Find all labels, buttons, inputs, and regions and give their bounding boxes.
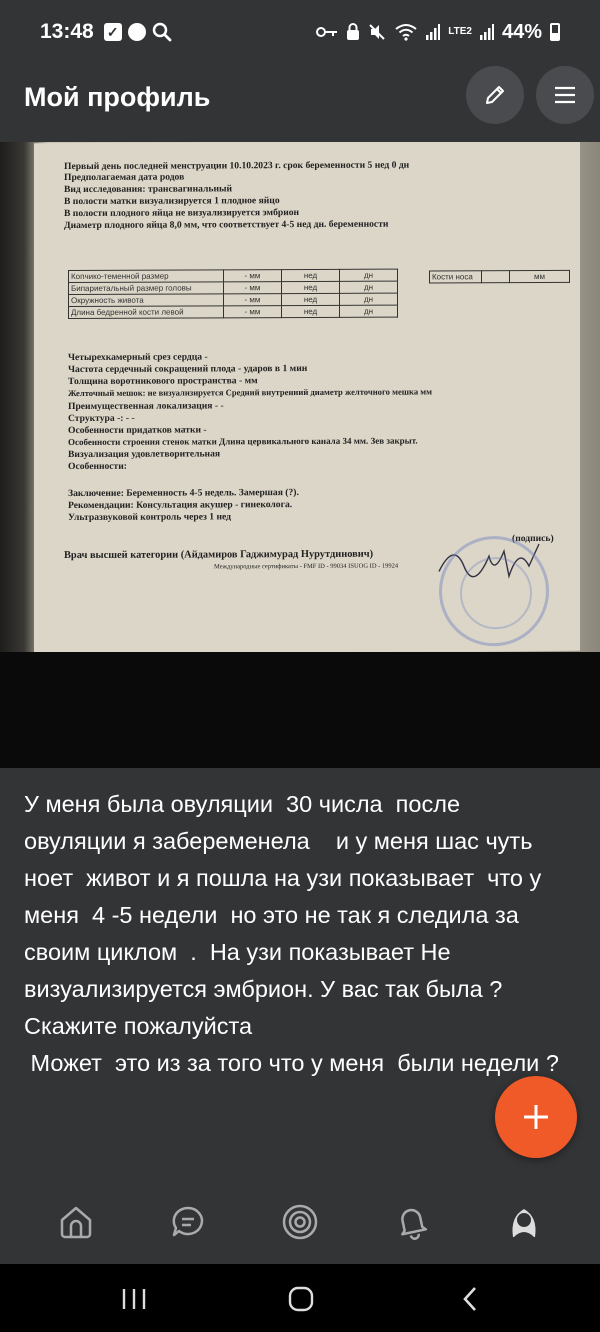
report-recommendation: Рекомендации: Консультация акушер - гинеколога. bbox=[68, 499, 293, 512]
page-title: Мой профиль bbox=[24, 82, 211, 112]
checkbox-icon: ✓ bbox=[104, 23, 122, 41]
report-line-12: Структура -: - - bbox=[68, 412, 135, 425]
dot-icon bbox=[128, 23, 146, 41]
report-line-2: Предполагаемая дата родов bbox=[64, 171, 185, 184]
bell-icon bbox=[394, 1204, 430, 1240]
nose-bone-table bbox=[429, 270, 570, 284]
wifi-icon bbox=[394, 23, 418, 41]
report-conclusion: Заключение: Беременность 4-5 недель. Замершая (?). bbox=[68, 487, 299, 500]
report-line-1: Первый день последней менструации 10.10.2023 г. срок беременности 5 нед 0 дн bbox=[64, 159, 410, 173]
system-navigation-bar bbox=[0, 1264, 600, 1332]
report-line-10: Желточный мешок: не визуализируется Средний внутренний диаметр желточного мешка мм bbox=[68, 386, 433, 399]
profile-icon bbox=[505, 1203, 543, 1241]
report-line-15: Визуализация удовлетворительная bbox=[68, 448, 221, 461]
bottom-navigation bbox=[0, 1180, 600, 1264]
signal-icon bbox=[426, 24, 440, 40]
certificates-line: Международные сертификаты - FMF ID - 99034 ISUOG ID - 19924 bbox=[214, 562, 399, 571]
home-icon bbox=[58, 1204, 94, 1240]
nav-profile[interactable] bbox=[494, 1192, 554, 1252]
report-line-13: Особенности придатков матки - bbox=[68, 424, 207, 437]
nose-unit: мм bbox=[510, 270, 570, 282]
nav-feed[interactable] bbox=[270, 1192, 330, 1252]
table-row: Бипариетальный размер головы - мм нед дн bbox=[69, 281, 398, 294]
table-row: Окружность живота - мм нед дн bbox=[69, 293, 398, 306]
search-icon bbox=[152, 22, 172, 42]
plus-icon bbox=[521, 1102, 551, 1132]
report-paper bbox=[34, 142, 580, 652]
hamburger-icon bbox=[553, 85, 577, 105]
report-line-6: Диаметр плодного яйца 8,0 мм, что соответствует 4-5 нед дн. беременности bbox=[64, 218, 389, 232]
mute-icon bbox=[368, 23, 386, 41]
home-button[interactable] bbox=[281, 1284, 321, 1314]
nose-label: Кости носа bbox=[430, 271, 482, 283]
pencil-icon bbox=[483, 83, 507, 107]
network-label: LTE2 bbox=[448, 26, 472, 37]
status-system-icons bbox=[316, 21, 560, 44]
target-icon bbox=[281, 1203, 319, 1241]
status-bar bbox=[0, 0, 600, 64]
key-icon bbox=[316, 25, 338, 39]
signature-label: (подпись) bbox=[512, 532, 554, 545]
report-line-3: Вид исследования: трансвагинальный bbox=[64, 183, 232, 196]
signal-icon-2 bbox=[480, 24, 494, 40]
recent-apps-icon bbox=[121, 1287, 147, 1311]
chat-icon bbox=[170, 1204, 206, 1240]
table-row: Длина бедренной кости левой - мм нед дн bbox=[69, 305, 398, 318]
report-line-14: Особенности строения стенок матки Длина цервикального канала 34 мм. Зев закрыт. bbox=[68, 435, 418, 448]
report-line-4: В полости матки визуализируется 1 плодное яйцо bbox=[64, 195, 280, 208]
back-chevron-icon bbox=[461, 1286, 479, 1312]
edit-button[interactable] bbox=[466, 66, 524, 124]
post-text: У меня была овуляции 30 числа после овуляции я забеременела и у меня шас чуть ноет живот и я пошла на узи показывает что у меня 4 -5 недели но это не так я следила за своим циклом . На узи показывает Не визуализируется эмбрион. У вас так была ? Скажите пожалуйста Может это из за того что у меня были недели ? bbox=[24, 791, 559, 1076]
report-line-11: Преимущественная локализация - - bbox=[68, 400, 224, 413]
post-photo[interactable] bbox=[0, 142, 600, 768]
battery-icon bbox=[550, 23, 560, 41]
recent-apps-button[interactable] bbox=[114, 1284, 154, 1314]
measurements-table bbox=[68, 269, 398, 319]
menu-button[interactable] bbox=[536, 66, 594, 124]
stamp bbox=[439, 536, 549, 646]
report-line-9: Толщина воротникового пространства - мм bbox=[68, 375, 258, 388]
table-row: Копчико-теменной размер - мм нед дн bbox=[69, 269, 398, 282]
status-notification-icons bbox=[104, 22, 172, 42]
lock-icon bbox=[346, 23, 360, 41]
app-header bbox=[0, 64, 600, 142]
nav-notifications[interactable] bbox=[382, 1192, 442, 1252]
report-line-7: Четырехкамерный срез сердца - bbox=[68, 351, 208, 364]
report-line-5: В полости плодного яйца не визуализируется эмбрион bbox=[64, 207, 300, 220]
doctor-line: Врач высшей категории (Айдамиров Гаджимурад Нурутдинович) bbox=[64, 548, 374, 562]
nav-home[interactable] bbox=[46, 1192, 106, 1252]
report-line-8: Частота сердечный сокращений плода - ударов в 1 мин bbox=[68, 362, 308, 376]
battery-percent: 44% bbox=[501, 20, 542, 43]
back-button[interactable] bbox=[450, 1284, 490, 1314]
home-circle-icon bbox=[288, 1286, 314, 1312]
report-line-16: Особенности: bbox=[68, 460, 127, 473]
ultrasound-report-image bbox=[0, 142, 600, 652]
create-post-button[interactable] bbox=[495, 1076, 577, 1158]
nav-chat[interactable] bbox=[158, 1192, 218, 1252]
status-time: 13:48 bbox=[40, 20, 94, 43]
report-control: Ультразвуковой контроль через 1 нед bbox=[68, 511, 231, 524]
